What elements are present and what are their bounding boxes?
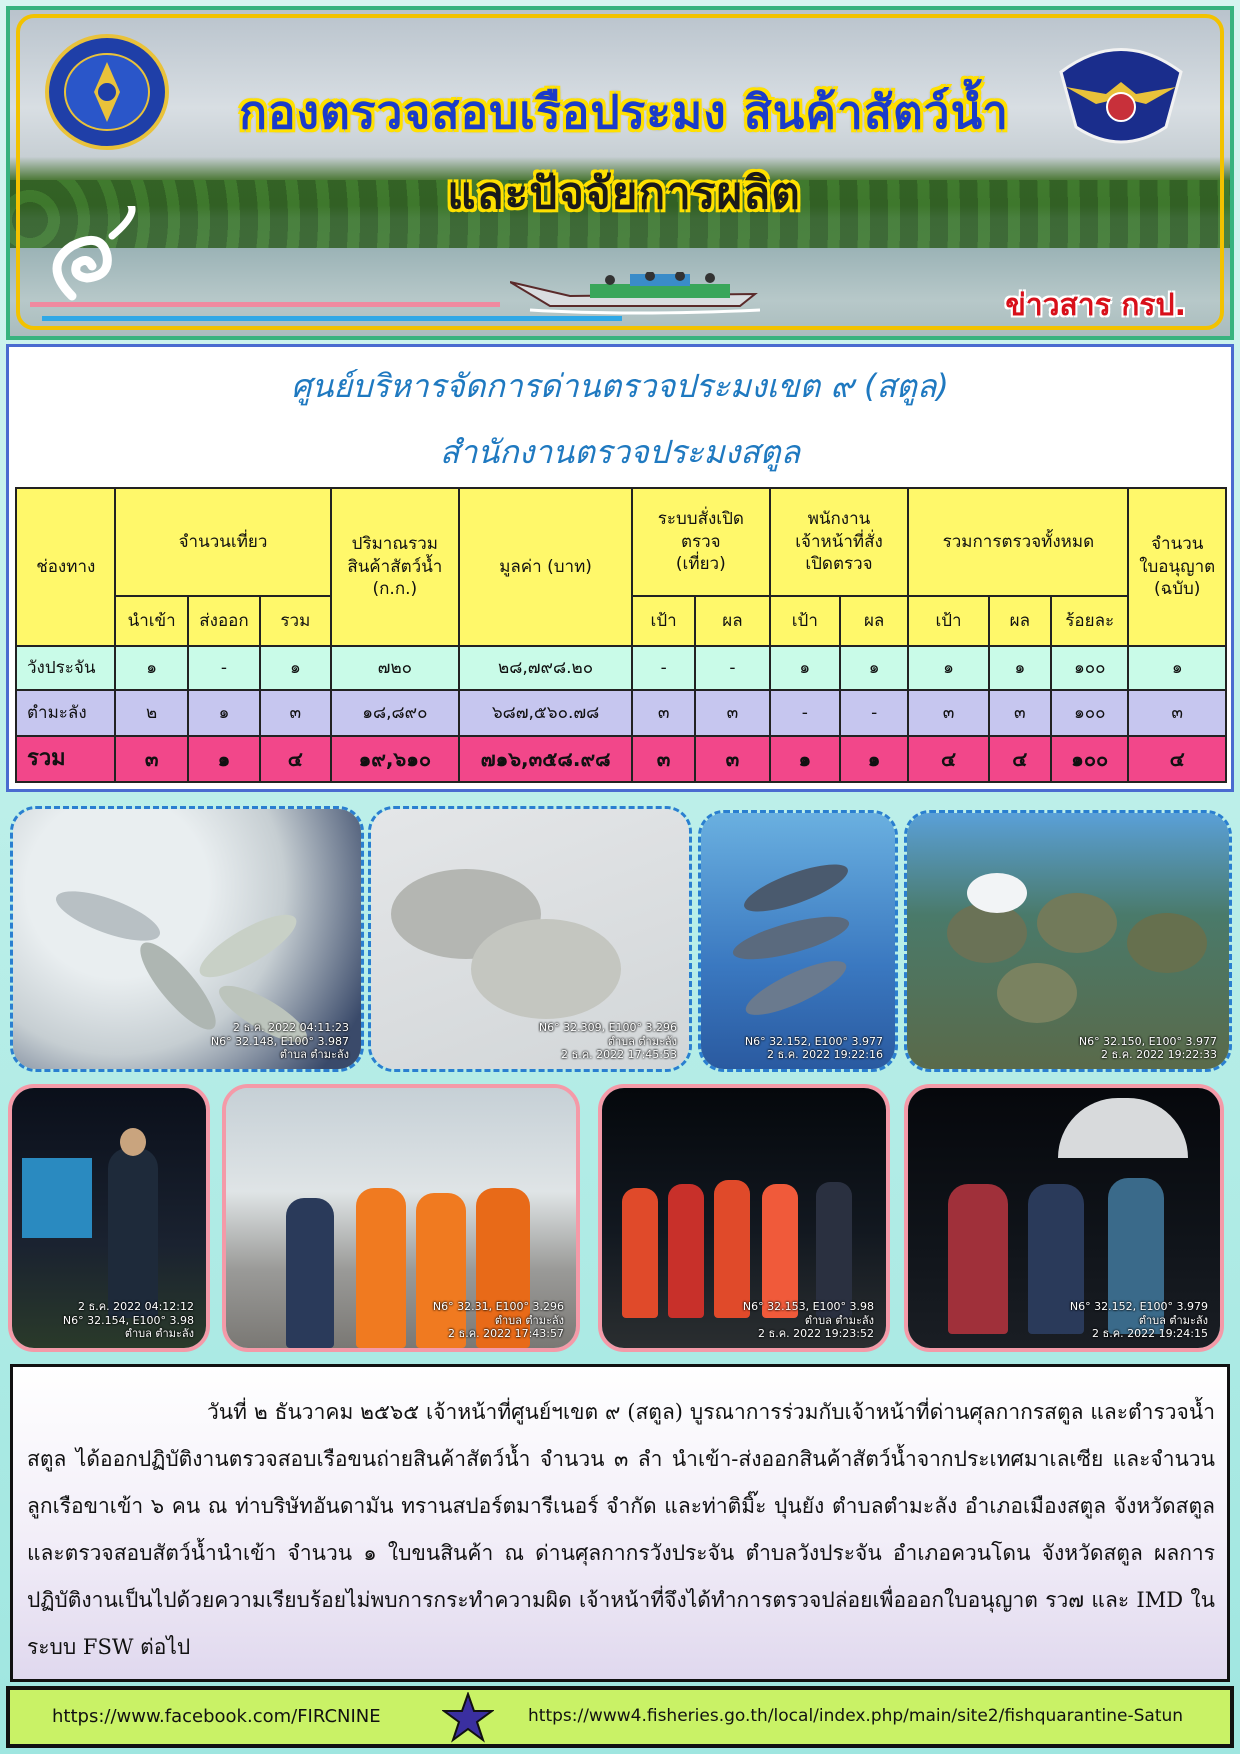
photo-night-inspection-group: [598, 1084, 890, 1352]
cell-channel: รวม: [16, 736, 115, 782]
cell-value: ๗๑๖,๓๕๘.๙๘: [459, 736, 632, 782]
cell-sys-result: -: [695, 646, 769, 690]
website-link[interactable]: https://www4.fisheries.go.th/local/index.php/main/site2/fishquarantine-Satun: [528, 1706, 1184, 1726]
photo-stamp: N6° 32.153, E100° 3.98 ตำบล ตำมะลัง 2 ธ.ค. 2022 19:23:52: [742, 1300, 874, 1340]
cell-licenses: ๓: [1128, 690, 1226, 736]
cell-percent: ๑๐๐: [1051, 736, 1128, 782]
photo-stamp: N6° 32.152, E100° 3.977 2 ธ.ค. 2022 19:22:16: [744, 1034, 883, 1061]
table-row-total: [16, 736, 1226, 782]
cell-all-result: ๑: [989, 646, 1051, 690]
photo-fish-on-ice: [10, 806, 364, 1072]
cell-staff-target: -: [770, 690, 840, 736]
header-trips-total: รวม: [260, 596, 330, 646]
photo-stamp: 2 ธ.ค. 2022 04:11:23 N6° 32.148, E100° 3.987 ตำบล ตำมะลัง: [210, 1021, 349, 1061]
header-staff-order: พนักงาน เจ้าหน้าที่สั่ง เปิดตรวจ: [770, 488, 909, 596]
photo-stamp: N6° 32.31, E100° 3.296 ตำบล ตำมะลัง 2 ธ.ค. 2022 17:43:57: [432, 1300, 564, 1340]
cell-staff-result: ๑: [840, 736, 908, 782]
cell-sys-target: ๓: [632, 690, 695, 736]
cell-total: ๑: [260, 646, 330, 690]
cell-value: ๒๘,๗๙๘.๒๐: [459, 646, 632, 690]
cell-staff-result: ๑: [840, 646, 908, 690]
cell-all-target: ๓: [908, 690, 988, 736]
header-channel: ช่องทาง: [16, 488, 115, 646]
header-total-inspect: รวมการตรวจทั้งหมด: [908, 488, 1128, 596]
blue-stripe: [42, 316, 622, 321]
cell-sys-target: -: [632, 646, 695, 690]
news-label: ข่าวสาร กรป.: [1005, 288, 1186, 323]
photo-mackerel-in-bag: [698, 810, 898, 1072]
header-staff-target: เป้า: [770, 596, 840, 646]
header-quantity: ปริมาณรวม สินค้าสัตว์น้ำ (ก.ก.): [331, 488, 460, 646]
center-title: ศูนย์บริหารจัดการด่านตรวจประมงเขต ๙ (สตูล): [291, 367, 949, 405]
cell-sys-result: ๓: [695, 736, 769, 782]
cell-channel: ตำมะลัง: [16, 690, 115, 736]
photo-stamp: N6° 32.309, E100° 3.296 ตำบล ตำมะลัง 2 ธ.ค. 2022 17:45:53: [538, 1021, 677, 1061]
cell-all-target: ๑: [908, 646, 988, 690]
photo-stamp: 2 ธ.ค. 2022 04:12:12 N6° 32.154, E100° 3.98 ตำบล ตำมะลัง: [62, 1300, 194, 1340]
header-all-result: ผล: [989, 596, 1051, 646]
office-title: สำนักงานตรวจประมงสตูล: [439, 433, 801, 471]
footer-bar: [6, 1686, 1234, 1748]
header-system-result: ผล: [695, 596, 769, 646]
header-banner: [6, 6, 1234, 340]
star-icon: [442, 1692, 494, 1744]
photo-document-handover: [904, 1084, 1224, 1352]
header-licenses: จำนวน ใบอนุญาต (ฉบับ): [1128, 488, 1226, 646]
cell-sys-result: ๓: [695, 690, 769, 736]
cell-out: -: [188, 646, 260, 690]
header-trips: จำนวนเที่ยว: [115, 488, 330, 596]
cell-percent: ๑๐๐: [1051, 646, 1128, 690]
photo-pomfret: [368, 806, 692, 1072]
cell-percent: ๑๐๐: [1051, 690, 1128, 736]
header-staff-result: ผล: [840, 596, 908, 646]
cell-total: ๓: [260, 690, 330, 736]
cell-in: ๒: [115, 690, 187, 736]
cell-in: ๓: [115, 736, 187, 782]
cell-channel: วังประจัน: [16, 646, 115, 690]
cell-staff-target: ๑: [770, 646, 840, 690]
statistics-panel: [6, 344, 1234, 792]
table-row: [16, 690, 1226, 736]
cell-out: ๑: [188, 690, 260, 736]
photo-stamp: N6° 32.150, E100° 3.977 2 ธ.ค. 2022 19:22:33: [1078, 1034, 1217, 1061]
news-body-text: วันที่ ๒ ธันวาคม ๒๕๖๕ เจ้าหน้าที่ศูนย์ฯเขต ๙ (สตูล) บูรณาการร่วมกับเจ้าหน้าที่ด่านศุลกากรสตูล และตำรวจน้ำสตูล ได้ออกปฏิบัติงานตรวจสอบเรือขนถ่ายสินค้าสัตว์น้ำ จำนวน ๓ ลำ นำเข้า-ส่งออกสินค้าสัตว์น้ำจากประเทศมาเลเซีย และจำนวนลูกเรือขาเข้า ๖ คน ณ ท่าบริษัทอันดามัน ทรานสปอร์ตมารีเนอร์ จำกัด และท่าติมิ๊ะ ปุนยัง ตำบลตำมะลัง อำเภอเมืองสตูล จังหวัดสตูล และตรวจสอบสัตว์น้ำนำเข้า จำนวน ๑ ใบขนสินค้า ณ ด่านศุลกากรวังประจัน ตำบลวังประจัน อำเภอควนโดน จังหวัดสตูล ผลการปฏิบัติงานเป็นไปด้วยความเรียบร้อยไม่พบการกระทำความผิด เจ้าหน้าที่จึงได้ทำการตรวจปล่อยเพื่อออกใบอนุญาต รว๗ และ IMD ในระบบ FSW ต่อไป: [27, 1400, 1215, 1659]
header-trips-in: นำเข้า: [115, 596, 187, 646]
cell-qty: ๑๘,๘๙๐: [331, 690, 460, 736]
header-trips-out: ส่งออก: [188, 596, 260, 646]
cell-all-target: ๔: [908, 736, 988, 782]
cell-qty: ๑๙,๖๑๐: [331, 736, 460, 782]
photo-horseshoe-crabs: [904, 810, 1232, 1072]
news-body-box: [10, 1364, 1230, 1682]
header-all-target: เป้า: [908, 596, 988, 646]
cell-out: ๑: [188, 736, 260, 782]
banner-title-line2: และปัจจัยการผลิต: [447, 168, 801, 219]
cell-in: ๑: [115, 646, 187, 690]
facebook-link[interactable]: https://www.facebook.com/FIRCNINE: [52, 1706, 381, 1727]
statistics-table: [15, 487, 1227, 783]
banner-title-line1: กองตรวจสอบเรือประมง สินค้าสัตว์น้ำ: [239, 85, 1009, 139]
photo-stamp: N6° 32.152, E100° 3.979 ตำบล ตำมะลัง 2 ธ.ค. 2022 19:24:15: [1069, 1300, 1208, 1340]
header-value: มูลค่า (บาท): [459, 488, 632, 646]
cell-staff-target: ๑: [770, 736, 840, 782]
cell-staff-result: -: [840, 690, 908, 736]
cell-all-result: ๔: [989, 736, 1051, 782]
header-system-target: เป้า: [632, 596, 695, 646]
header-system-order: ระบบสั่งเปิด ตรวจ (เที่ยว): [632, 488, 770, 596]
cell-total: ๔: [260, 736, 330, 782]
cell-value: ๖๘๗,๕๖๐.๗๘: [459, 690, 632, 736]
cell-sys-target: ๓: [632, 736, 695, 782]
photo-officer-at-boat: [8, 1084, 210, 1352]
cell-qty: ๗๒๐: [331, 646, 460, 690]
photo-officers-with-crew: [222, 1084, 580, 1352]
pink-stripe: [30, 302, 500, 307]
table-row: [16, 646, 1226, 690]
cell-all-result: ๓: [989, 690, 1051, 736]
header-percent: ร้อยละ: [1051, 596, 1128, 646]
cell-licenses: ๑: [1128, 646, 1226, 690]
cell-licenses: ๔: [1128, 736, 1226, 782]
